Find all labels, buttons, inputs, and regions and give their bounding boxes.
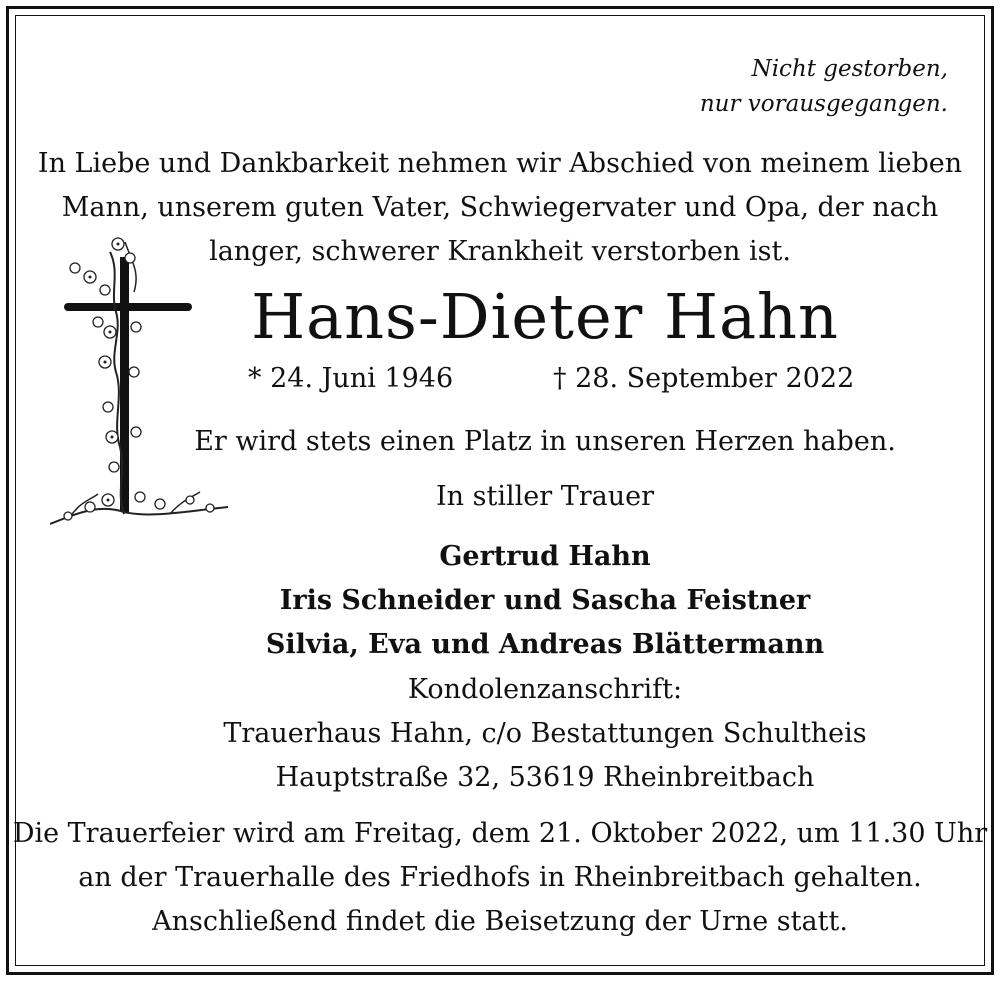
funeral-info [0,812,1000,944]
mourner-name: Silvia, Eva und Andreas Blättermann [265,629,825,660]
motto-line: nur vorausgegangen. [699,91,948,117]
intro-line: Mann, unserem guten Vater, Schwiegervater und Opa, der nach [61,192,939,223]
memorial-quote: Er wird stets einen Platz in unseren Herzen haben. [194,426,896,457]
address-line: Hauptstraße 32, 53619 Rheinbreitbach [275,762,815,793]
mourners-list [90,535,1000,667]
funeral-line: Die Trauerfeier wird am Freitag, dem 21. Oktober 2022, um 11.30 Uhr [12,818,988,849]
in-sorrow-label: In stiller Trauer [435,481,654,512]
motto [700,52,948,122]
condolence-address [90,668,1000,800]
death-date: † 28. September 2022 [553,363,855,394]
motto-line: Nicht gestorben, [751,56,948,82]
mourner-name: Gertrud Hahn [439,541,651,572]
birth-date: * 24. Juni 1946 [248,363,454,394]
address-line: Trauerhaus Hahn, c/o Bestattungen Schultheis [223,718,867,749]
funeral-line: Anschließend findet die Beisetzung der Urne statt. [152,906,848,937]
intro-line: In Liebe und Dankbarkeit nehmen wir Abschied von meinem lieben [37,148,963,179]
deceased-name: Hans-Dieter Hahn [251,280,839,353]
mourner-name: Iris Schneider und Sascha Feistner [279,585,811,616]
intro-line: langer, schwerer Krankheit verstorben ist. [209,236,791,267]
address-line: Kondolenzanschrift: [407,674,683,705]
funeral-line: an der Trauerhalle des Friedhofs in Rheinbreitbach gehalten. [78,862,922,893]
